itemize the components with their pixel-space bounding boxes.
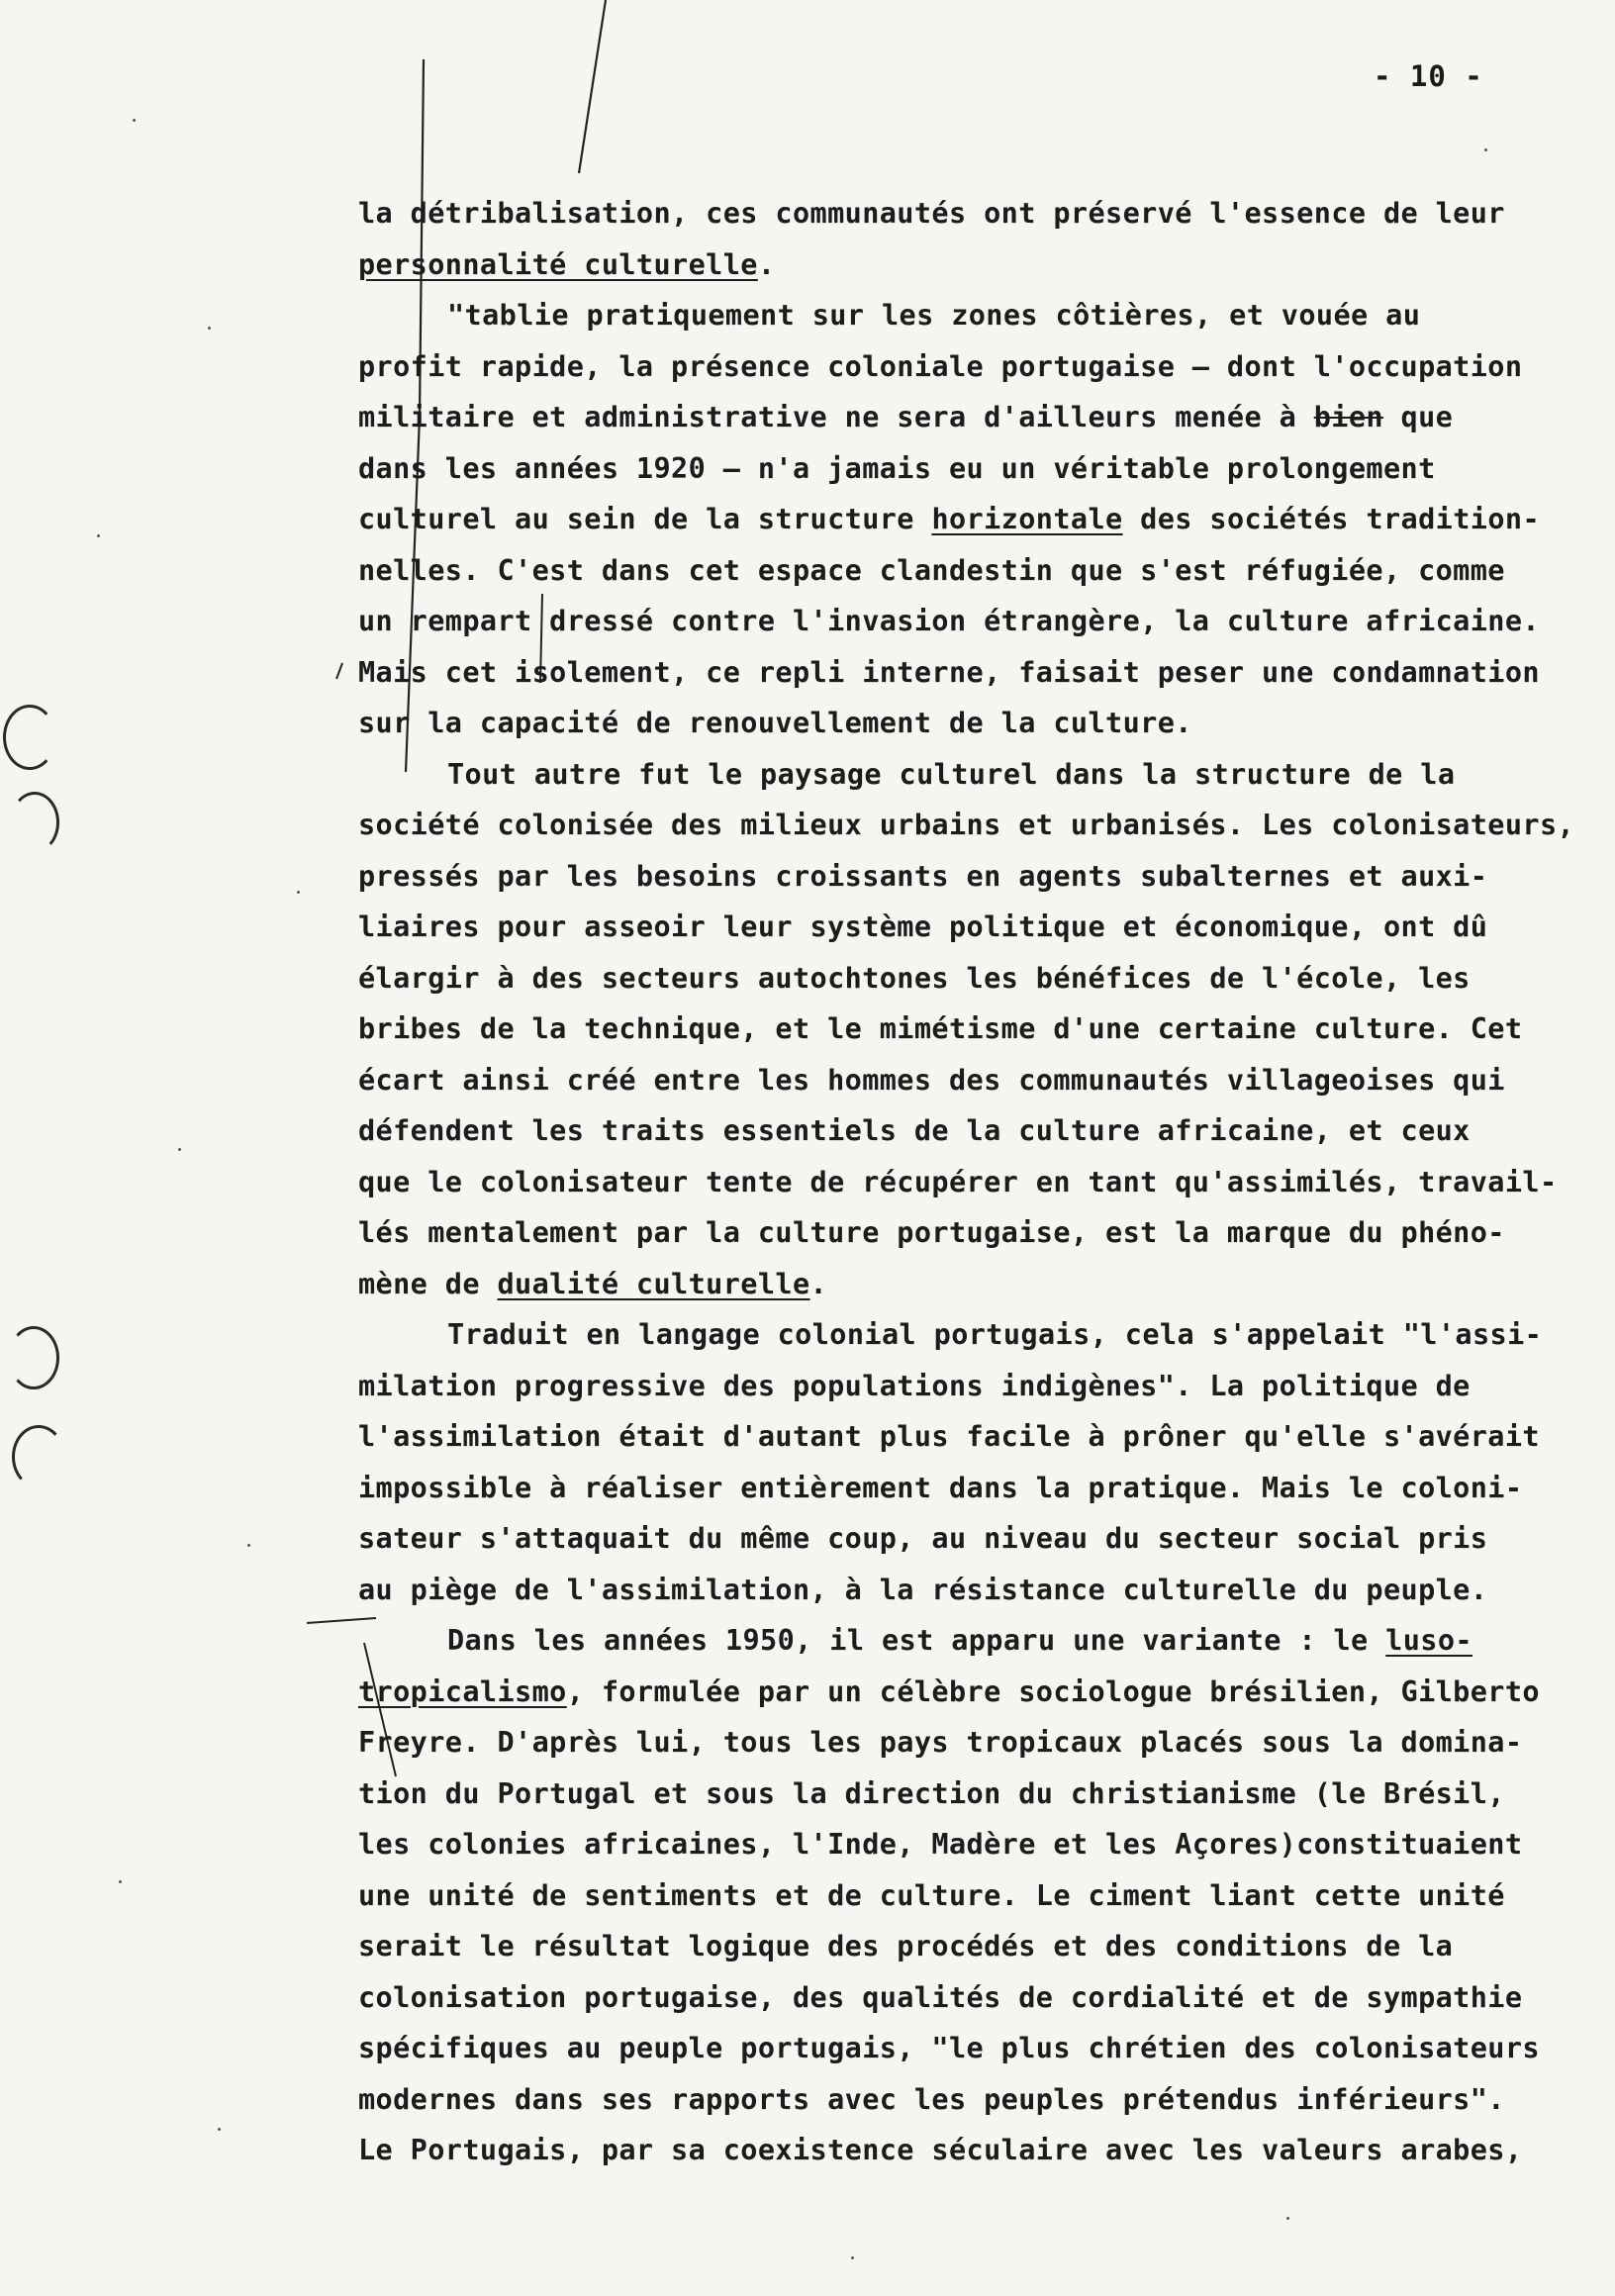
text-line [358, 1004, 1607, 1055]
text-span: un rempart dressé contre l'invasion étrangère, la culture africaine. [358, 605, 1540, 637]
text-span: l'assimilation était d'autant plus facile à prôner qu'elle s'avérait [358, 1420, 1540, 1453]
text-line [358, 1411, 1607, 1463]
text-line [358, 545, 1607, 597]
text-span: Le Portugais, par sa coexistence séculaire avec les valeurs arabes, [358, 2134, 1523, 2166]
text-span: , formulée par un célèbre sociologue brésilien, Gilberto [566, 1674, 1540, 1708]
text-span: culturel au sein de la structure [358, 503, 932, 535]
text-line [358, 2074, 1607, 2126]
text-span: bribes de la technique, et le mimétisme d'une certaine culture. Cet [358, 1012, 1523, 1045]
text-line [358, 188, 1607, 239]
text-span: la détribalisation, ces communautés ont préservé l'essence de leur [358, 197, 1505, 230]
text-span: . [809, 1267, 828, 1300]
text-line [358, 1870, 1607, 1922]
text-span: nelles. C'est dans cet espace clandestin que s'est réfugiée, comme [358, 553, 1505, 587]
text-span: tion du Portugal et sous la direction du christianisme (le Brésil, [358, 1776, 1505, 1810]
speck [851, 2256, 854, 2259]
text-line [358, 1717, 1607, 1769]
text-span: modernes dans ses rapports avec les peuples prétendus inférieurs". [358, 2082, 1505, 2116]
struck-text: bien [1313, 401, 1383, 433]
text-span: défendent les traits essentiels de la culture africaine, et ceux [358, 1114, 1471, 1147]
text-line [358, 2125, 1607, 2176]
page-number: - 10 - [1374, 59, 1483, 93]
text-line [358, 1513, 1607, 1565]
text-line [358, 800, 1607, 851]
text-line [358, 1259, 1607, 1310]
text-line [358, 749, 1607, 801]
text-span: écart ainsi créé entre les hommes des communautés villageoises qui [358, 1063, 1505, 1097]
text-span: milation progressive des populations indigènes". La politique de [358, 1369, 1471, 1402]
text-line [358, 1769, 1607, 1820]
text-span: colonisation portugaise, des qualités de cordialité et de sympathie [358, 1980, 1523, 2014]
text-span: au piège de l'assimilation, à la résistance culturelle du peuple. [358, 1573, 1488, 1606]
text-span: des sociétés tradition- [1122, 503, 1540, 535]
punch-hole-mid [10, 792, 59, 853]
text-span: que le colonisateur tente de récupérer en tant qu'assimilés, travail- [358, 1165, 1558, 1198]
speck [1286, 2217, 1289, 2220]
text-line [358, 1463, 1607, 1514]
text-line [358, 392, 1607, 443]
text-line [358, 596, 1607, 647]
underlined-text: luso- [1385, 1624, 1472, 1657]
text-line [358, 341, 1607, 393]
text-span: Dans les années 1950, il est apparu une variante : le [447, 1624, 1386, 1657]
text-span: liaires pour asseoir leur système politique et économique, ont dû [358, 910, 1488, 943]
punch-hole-top [3, 705, 56, 770]
text-line [358, 1361, 1607, 1412]
text-span: dans les années 1920 – n'a jamais eu un véritable prolongement [358, 451, 1436, 485]
body-text [358, 188, 1607, 2176]
text-line [358, 1819, 1607, 1870]
text-span: élargir à des secteurs autochtones les bénéfices de l'école, les [358, 961, 1471, 995]
text-line [358, 851, 1607, 903]
text-span: Mais cet isolement, ce repli interne, faisait peser une condamnation [358, 655, 1540, 689]
underlined-text: horizontale [931, 503, 1123, 535]
speck [1484, 148, 1487, 151]
text-span: une unité de sentiments et de culture. Le ciment liant cette unité [358, 1878, 1505, 1912]
text-span: pressés par les besoins croissants en agents subalternes et auxi- [358, 859, 1488, 893]
text-span: . [757, 247, 776, 281]
text-line [358, 2023, 1607, 2074]
text-span: mène de [358, 1267, 498, 1300]
speck [97, 534, 100, 537]
text-span: Traduit en langage colonial portugais, cela s'appelait "l'assi- [447, 1318, 1543, 1351]
text-span: Tout autre fut le paysage culturel dans la structure de la [447, 757, 1456, 791]
underlined-text: dualité culturelle [497, 1267, 810, 1300]
text-span: serait le résultat logique des procédés et des conditions de la [358, 1930, 1454, 1962]
speck [119, 1880, 122, 1883]
text-span: profit rapide, la présence coloniale portugaise – dont l'occupation [358, 349, 1523, 383]
text-line [358, 1207, 1607, 1259]
text-span: que [1382, 401, 1454, 433]
text-line [358, 494, 1607, 545]
text-span: spécifiques au peuple portugais, "le plus chrétien des colonisateurs [358, 2032, 1540, 2064]
text-line [358, 1972, 1607, 2024]
text-span: lés mentalement par la culture portugaise, est la marque du phéno- [358, 1216, 1505, 1249]
text-span: les colonies africaines, l'Inde, Madère et les Açores)constituaient [358, 1828, 1523, 1861]
underlined-text: tropicalismo [358, 1674, 567, 1708]
speck [178, 1148, 181, 1151]
text-line [358, 1565, 1607, 1616]
text-line [358, 1055, 1607, 1106]
text-line [358, 1105, 1607, 1157]
text-line [358, 443, 1607, 495]
underlined-text: personnalité culturelle [358, 247, 758, 281]
text-line [358, 239, 1607, 291]
text-span: militaire et administrative ne sera d'ailleurs menée à [358, 401, 1314, 433]
speck [133, 119, 136, 122]
speck [247, 1544, 250, 1547]
text-line [358, 902, 1607, 953]
text-line [358, 1309, 1607, 1361]
text-span: société colonisée des milieux urbains et urbanisés. Les colonisateurs, [358, 809, 1575, 841]
speck [297, 891, 300, 894]
text-line [358, 698, 1607, 749]
text-line [358, 1921, 1607, 1972]
text-span: "tablie pratiquement sur les zones côtières, et vouée au [447, 299, 1421, 332]
punch-hole-bottom [12, 1425, 65, 1488]
text-span: sateur s'attaquait du même coup, au niveau du secteur social pris [358, 1522, 1488, 1555]
text-line [358, 290, 1607, 341]
text-line [358, 1667, 1607, 1718]
text-line [358, 953, 1607, 1004]
text-line [358, 1615, 1607, 1667]
text-span: sur la capacité de renouvellement de la culture. [358, 707, 1192, 739]
speck [208, 327, 211, 330]
speck [218, 2128, 221, 2131]
text-span: Freyre. D'après lui, tous les pays tropicaux placés sous la domina- [358, 1726, 1523, 1759]
text-line [358, 647, 1607, 699]
text-span: impossible à réaliser entièrement dans la pratique. Mais le coloni- [358, 1471, 1523, 1504]
punch-hole-lower [8, 1326, 59, 1389]
text-line [358, 1157, 1607, 1208]
